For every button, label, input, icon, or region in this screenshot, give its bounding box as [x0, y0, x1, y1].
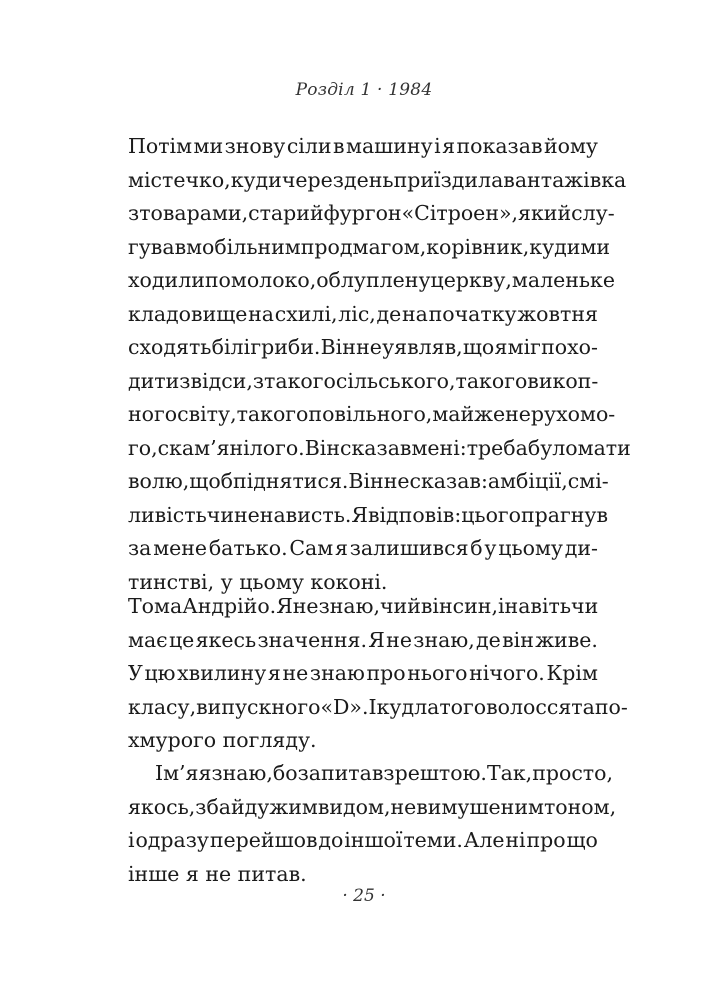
- text-line: за мене батько. Сам я залишився б у цьому ди-: [128, 536, 598, 560]
- text-line: ходили по молоко, облуплену церкву, маленьке: [128, 268, 615, 292]
- paragraph-1: [128, 130, 631, 599]
- text-line: волю, щоб піднятися. Він не сказав: амбіції, смі-: [128, 469, 609, 493]
- text-line: містечко, куди через день приїздила вантажівка: [128, 167, 627, 192]
- text-line: У цю хвилину я не знаю про нього нічого. Крім: [128, 661, 598, 685]
- running-head: Розділ 1 · 1984: [295, 80, 433, 100]
- text-line: дити звідси, з такого сільського, такого викоп-: [128, 368, 599, 393]
- text-line: Потім ми знову сіли в машину і я показав йому: [128, 134, 598, 158]
- text-line: і одразу перейшов до іншої теми. Але ні про що: [128, 828, 598, 852]
- text-line: має це якесь значення. Я не знаю, де він живе.: [128, 627, 598, 652]
- text-line: якось, з байдужим видом, невимушеним тоном,: [128, 794, 617, 819]
- text-line: тинстві, у цьому коконі.: [128, 569, 388, 594]
- page-number: · 25 ·: [342, 886, 386, 906]
- text-line: Тома Андрійо. Я не знаю, чий він син, і навіть чи: [128, 594, 599, 618]
- text-line: класу, випускного «D». І кудлатого волосся та по-: [128, 694, 628, 719]
- text-line: кладовище на схилі, ліс, де на початку жовтня: [128, 301, 598, 326]
- text-line: хмурого погляду.: [128, 728, 317, 752]
- text-line: го, скам’янілого. Він сказав мені: треба було мати: [128, 435, 631, 460]
- paragraph-2: [128, 590, 628, 758]
- text-line: з товарами, старий фургон «Сітроен», який слу-: [128, 201, 615, 225]
- paragraph-3: [128, 757, 617, 891]
- text-line: інше я не питав.: [128, 861, 307, 886]
- text-line: гував мобільним продмагом, корівник, куди ми: [128, 234, 611, 259]
- text-line: сходять білі гриби. Він не уявляв, що я міг похо-: [128, 335, 598, 359]
- text-line: Ім’я я знаю, бо запитав зрештою. Так, просто,: [155, 761, 613, 785]
- text-line: ного світу, такого повільного, майже нерухомо-: [128, 402, 616, 426]
- text-line: ливість чи ненависть. Я відповів: цього прагнув: [128, 502, 609, 527]
